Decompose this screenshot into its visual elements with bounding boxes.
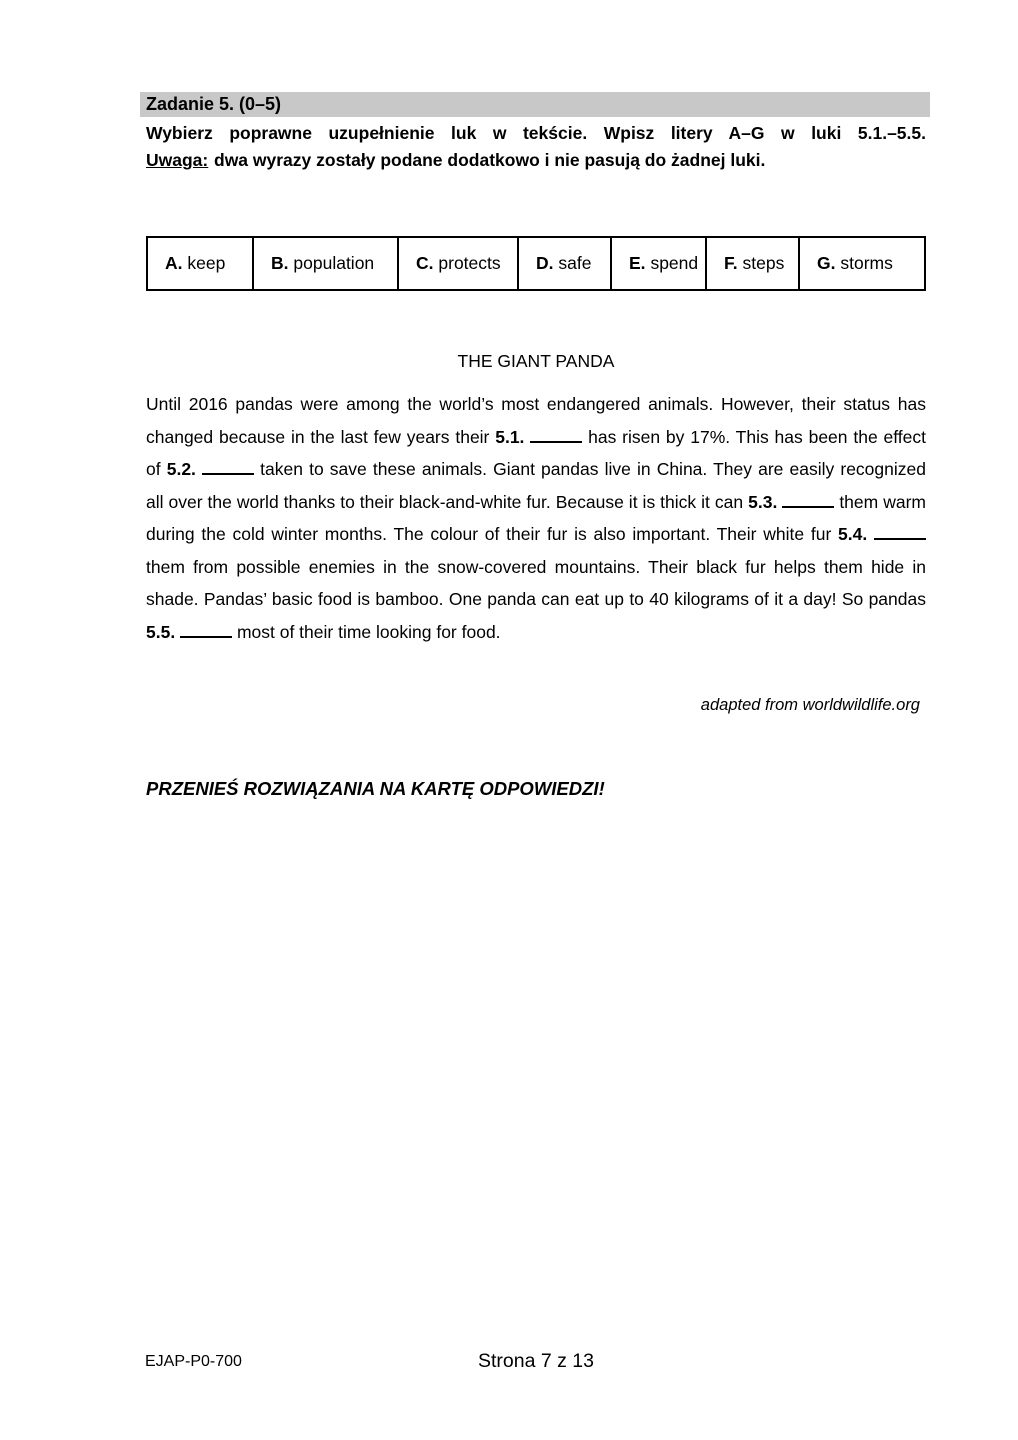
option-word: steps bbox=[742, 253, 785, 273]
option-word: storms bbox=[840, 253, 893, 273]
note-text: dwa wyrazy zostały podane dodatkowo i nie pasują do żadnej luki. bbox=[214, 150, 766, 170]
word-bank-table bbox=[146, 236, 926, 291]
footer-page-number: Strona 7 z 13 bbox=[478, 1350, 594, 1372]
option-letter: G. bbox=[817, 253, 836, 273]
note-label: Uwaga: bbox=[146, 150, 209, 170]
answer-blank bbox=[530, 437, 582, 443]
task-header-bar bbox=[140, 92, 930, 117]
gap-number: 5.1. bbox=[495, 426, 525, 447]
transfer-instruction: PRZENIEŚ ROZWIĄZANIA NA KARTĘ ODPOWIEDZI! bbox=[146, 778, 605, 799]
option-word: spend bbox=[650, 253, 699, 273]
source-credit: adapted from worldwildlife.org bbox=[700, 696, 920, 714]
gap-number: 5.3. bbox=[748, 491, 778, 512]
word-bank-option bbox=[148, 238, 254, 289]
note-line bbox=[146, 147, 926, 174]
word-bank-option bbox=[707, 238, 800, 289]
word-bank-option bbox=[612, 238, 707, 289]
option-letter: A. bbox=[165, 253, 183, 273]
article-title: THE GIANT PANDA bbox=[457, 351, 615, 371]
footer-code: EJAP-P0-700 bbox=[145, 1353, 242, 1370]
word-bank-option bbox=[254, 238, 399, 289]
article-paragraph: Until 2016 pandas were among the world’s most endangered animals. However, their status has changed because in the last few years their 5.1. has risen by 17%. This has been the effect of 5.2. taken to save these animals. Giant pandas live in China. They are easily recognized all over the world thanks to their black-and-white fur. Because it is thick it can 5.3. them warm during the cold winter months. The colour of their fur is also important. Their white fur 5.4. them from possible enemies in the snow-covered mountains. Their black fur helps them hide in shade. Pandas’ basic food is bamboo. One panda can eat up to 40 kilograms of it a day! So pandas 5.5. most of their time looking for food. bbox=[146, 394, 926, 642]
instruction-text: Wybierz poprawne uzupełnienie luk w tekście. Wpisz litery A–G w luki 5.1.–5.5. bbox=[146, 123, 926, 143]
answer-blank bbox=[202, 469, 254, 475]
answer-blank bbox=[874, 534, 926, 540]
option-letter: F. bbox=[724, 253, 738, 273]
answer-blank bbox=[782, 502, 834, 508]
task-header-label: Zadanie 5. (0–5) bbox=[146, 94, 282, 114]
option-letter: B. bbox=[271, 253, 289, 273]
gap-number: 5.2. bbox=[166, 459, 196, 479]
option-word: safe bbox=[558, 253, 592, 273]
word-bank-option bbox=[399, 238, 519, 289]
option-letter: D. bbox=[536, 253, 554, 273]
option-word: keep bbox=[187, 253, 226, 273]
word-bank-option bbox=[519, 238, 612, 289]
gap-number: 5.4. bbox=[838, 524, 868, 544]
answer-blank bbox=[180, 632, 232, 638]
gap-number: 5.5. bbox=[146, 621, 176, 642]
option-letter: E. bbox=[629, 253, 646, 273]
option-word: population bbox=[293, 253, 375, 273]
option-letter: C. bbox=[416, 253, 434, 273]
option-word: protects bbox=[438, 253, 501, 273]
word-bank-option bbox=[800, 238, 924, 289]
